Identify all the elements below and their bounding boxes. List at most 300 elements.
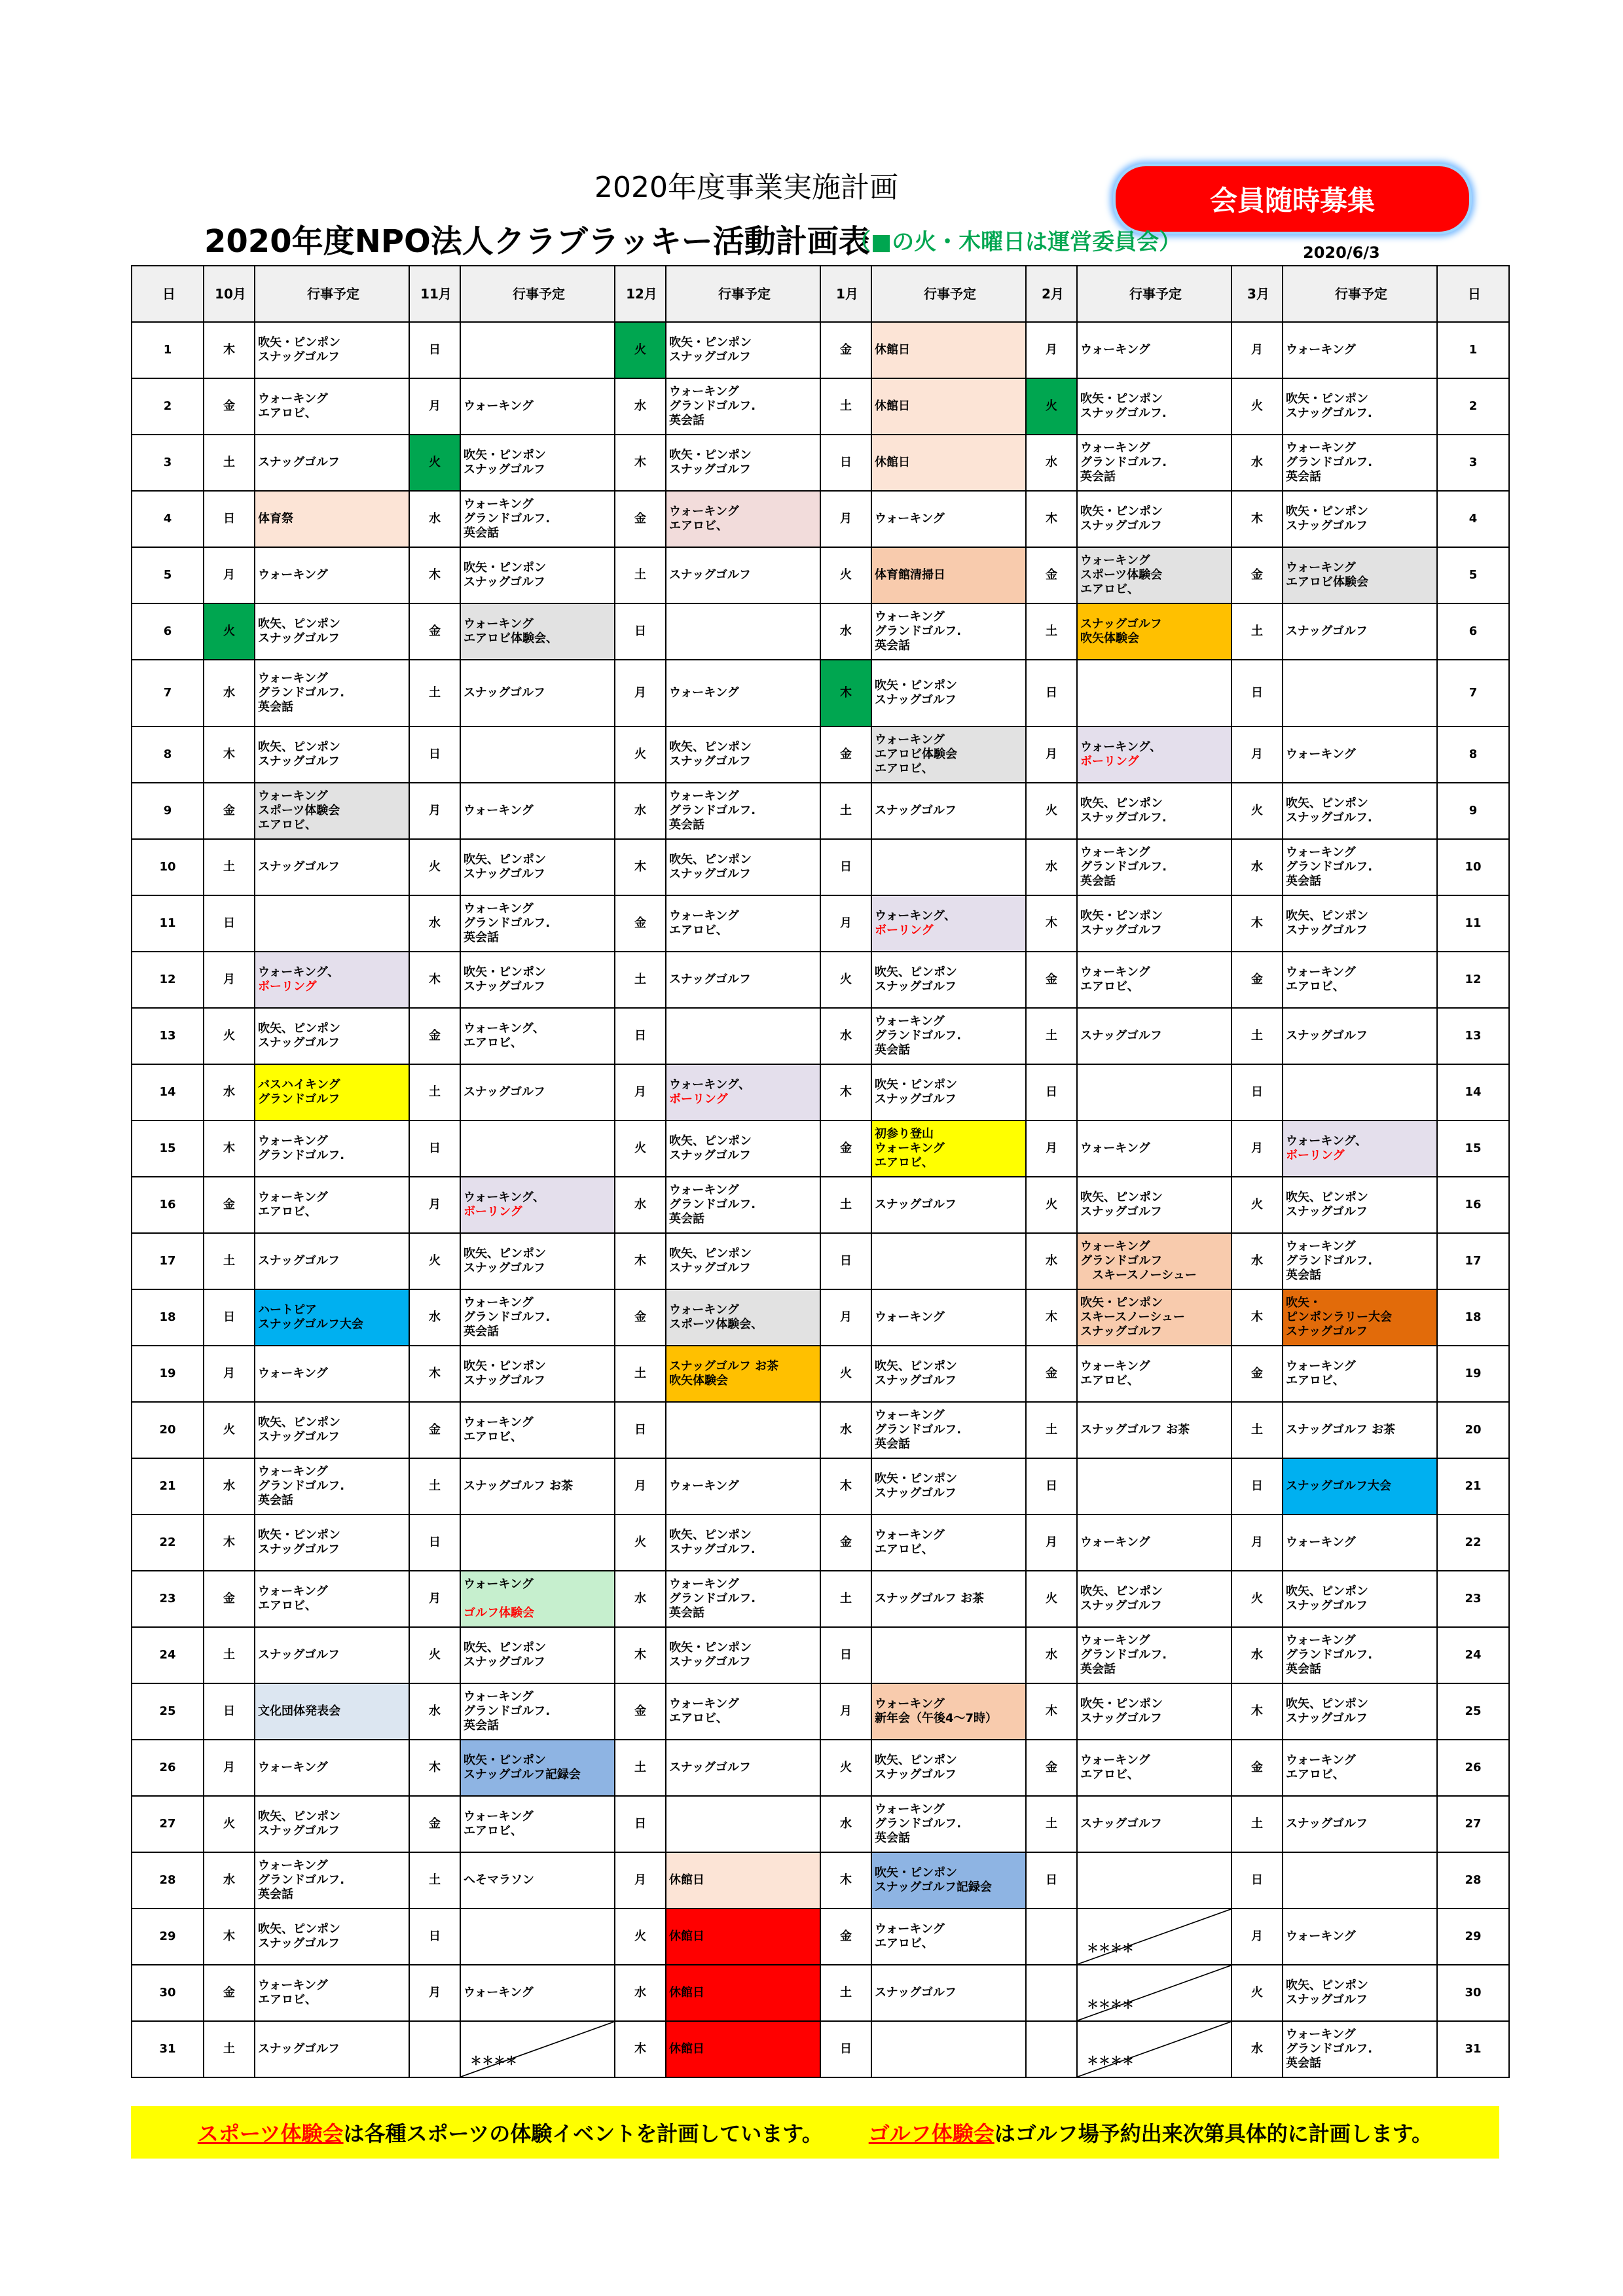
weekday-cell: 土 — [409, 1852, 460, 1909]
event-cell: ウォーキング エアロビ、 — [871, 1515, 1026, 1571]
event-cell: ウォーキング — [255, 547, 409, 603]
day-number: 9 — [1437, 783, 1509, 839]
weekday-cell: 水 — [615, 1177, 666, 1233]
event-cell: 吹矢・ピンポン スナッグゴルフ — [460, 435, 615, 491]
event-cell: 吹矢、ピンポン スナッグゴルフ — [871, 1346, 1026, 1402]
weekday-cell: 日 — [409, 1515, 460, 1571]
event-cell: スナッグゴルフ — [666, 952, 820, 1008]
weekday-cell: 水 — [615, 1965, 666, 2021]
weekday-cell: 金 — [409, 603, 460, 660]
issue-date: 2020/6/3 — [1303, 243, 1380, 262]
day-number: 28 — [1437, 1852, 1509, 1909]
event-cell: ウォーキング グランドゴルフ. 英会話 — [255, 1458, 409, 1515]
page-title: 2020年度事業実施計画 — [594, 171, 898, 204]
weekday-cell: 木 — [615, 839, 666, 895]
event-cell: ウォーキング — [871, 491, 1026, 547]
day-number: 15 — [1437, 1121, 1509, 1177]
event-cell: 吹矢、ピンポン スナッグゴルフ — [1077, 1571, 1231, 1627]
weekday-cell: 月 — [409, 1177, 460, 1233]
table-row — [132, 2021, 1509, 2077]
event-cell: スナッグゴルフ — [255, 839, 409, 895]
event-cell: ウォーキング グランドゴルフ. 英会話 — [460, 1683, 615, 1740]
table-row — [132, 1515, 1509, 1571]
table-row — [132, 1177, 1509, 1233]
event-cell — [666, 1008, 820, 1064]
weekday-cell: 金 — [1026, 547, 1077, 603]
weekday-cell: 木 — [409, 1346, 460, 1402]
event-cell: 吹矢・ピンポン スナッグゴルフ — [255, 322, 409, 378]
table-row — [132, 1796, 1509, 1852]
event-cell: 吹矢・ピンポン スナッグゴルフ — [1077, 491, 1231, 547]
weekday-cell: 火 — [615, 322, 666, 378]
weekday-cell: 月 — [820, 1289, 871, 1346]
event-cell: 吹矢、ピンポン スナッグゴルフ — [460, 1233, 615, 1289]
weekday-cell: 日 — [204, 491, 255, 547]
event-cell: ウォーキング — [1077, 1515, 1231, 1571]
weekday-cell: 日 — [820, 2021, 871, 2077]
event-line: ウォーキング、 — [1286, 1134, 1368, 1148]
event-cell — [460, 322, 615, 378]
event-cell — [1077, 1965, 1231, 2021]
day-number: 19 — [132, 1346, 204, 1402]
table-row — [132, 783, 1509, 839]
weekday-cell: 火 — [1026, 1177, 1077, 1233]
weekday-cell: 金 — [1231, 1740, 1283, 1796]
weekday-cell: 日 — [820, 839, 871, 895]
event-cell: 吹矢・ピンポン スナッグゴルフ — [1283, 491, 1437, 547]
weekday-cell: 水 — [409, 491, 460, 547]
weekday-cell: 水 — [409, 1683, 460, 1740]
weekday-cell: 月 — [1231, 1909, 1283, 1965]
day-number: 23 — [132, 1571, 204, 1627]
table-row — [132, 435, 1509, 491]
weekday-cell: 土 — [1231, 1402, 1283, 1458]
weekday-cell: 土 — [1231, 1796, 1283, 1852]
weekday-cell: 金 — [615, 1289, 666, 1346]
event-cell: ウォーキング グランドゴルフ. 英会話 — [1077, 1627, 1231, 1683]
event-cell: 休館日 — [666, 2021, 820, 2077]
event-cell: 吹矢・ピンポン スナッグゴルフ — [460, 1346, 615, 1402]
weekday-cell: 火 — [820, 547, 871, 603]
weekday-cell: 木 — [1231, 491, 1283, 547]
event-line: ウォーキング、 — [258, 965, 340, 979]
event-cell: 吹矢・ピンポン スナッグゴルフ記録会 — [460, 1740, 615, 1796]
day-number: 27 — [1437, 1796, 1509, 1852]
weekday-cell: 土 — [615, 1740, 666, 1796]
na-mark: ＊＊＊＊ — [1087, 1998, 1134, 2012]
weekday-cell: 火 — [615, 1515, 666, 1571]
event-cell: ウォーキング — [460, 1965, 615, 2021]
table-row — [132, 952, 1509, 1008]
event-cell: スナッグゴルフ お茶 — [871, 1571, 1026, 1627]
event-cell: 吹矢・ピンポン スナッグゴルフ — [871, 1064, 1026, 1121]
day-number: 14 — [132, 1064, 204, 1121]
event-cell: ウォーキング グランドゴルフ. 英会話 — [460, 895, 615, 952]
event-cell: 吹矢、ピンポン スナッグゴルフ — [255, 1796, 409, 1852]
weekday-cell: 木 — [1026, 1289, 1077, 1346]
event-cell: ウォーキング エアロビ、 — [1283, 1740, 1437, 1796]
event-cell: 休館日 — [871, 322, 1026, 378]
weekday-cell: 月 — [409, 1571, 460, 1627]
weekday-cell: 水 — [1026, 1627, 1077, 1683]
weekday-cell: 土 — [204, 839, 255, 895]
weekday-cell: 月 — [204, 952, 255, 1008]
day-number: 4 — [132, 491, 204, 547]
weekday-cell: 月 — [615, 1852, 666, 1909]
weekday-cell: 木 — [615, 2021, 666, 2077]
event-cell: スナッグゴルフ大会 — [1283, 1458, 1437, 1515]
na-mark: ＊＊＊＊ — [1087, 1942, 1134, 1956]
weekday-cell: 水 — [204, 1852, 255, 1909]
day-number: 12 — [1437, 952, 1509, 1008]
event-cell: ウォーキング グランドゴルフ. 英会話 — [460, 1289, 615, 1346]
day-number: 25 — [1437, 1683, 1509, 1740]
event-cell: バスハイキング グランドゴルフ — [255, 1064, 409, 1121]
event-cell: ウォーキング グランドゴルフ. 英会話 — [1283, 1233, 1437, 1289]
day-number: 30 — [132, 1965, 204, 2021]
event-cell: ウォーキング グランドゴルフ スキースノーシュー — [1077, 1233, 1231, 1289]
event-cell — [1077, 726, 1231, 783]
event-cell — [460, 1121, 615, 1177]
weekday-cell: 月 — [1231, 322, 1283, 378]
weekday-cell: 月 — [1231, 726, 1283, 783]
event-cell — [460, 1909, 615, 1965]
weekday-cell: 金 — [409, 1008, 460, 1064]
event-cell: 吹矢、ピンポン スナッグゴルフ — [460, 1627, 615, 1683]
event-cell: ウォーキング エアロビ、 — [255, 378, 409, 435]
day-number: 21 — [1437, 1458, 1509, 1515]
weekday-cell: 金 — [1026, 1740, 1077, 1796]
weekday-cell: 金 — [615, 895, 666, 952]
weekday-cell: 月 — [1026, 322, 1077, 378]
na-slash — [461, 2022, 614, 2077]
event-cell: スナッグゴルフ お茶 — [1077, 1402, 1231, 1458]
event-cell: ウォーキング スポーツ体験会、 — [666, 1289, 820, 1346]
day-number: 21 — [132, 1458, 204, 1515]
weekday-cell: 土 — [820, 1177, 871, 1233]
weekday-cell: 水 — [204, 1064, 255, 1121]
event-cell: 吹矢・ピンポン スナッグゴルフ — [666, 1627, 820, 1683]
event-cell: スナッグゴルフ — [460, 1064, 615, 1121]
weekday-cell: 火 — [409, 1233, 460, 1289]
event-cell: スナッグゴルフ — [1283, 603, 1437, 660]
day-number: 9 — [132, 783, 204, 839]
recruit-badge: 会員随時募集 — [1113, 164, 1472, 234]
event-cell: 吹矢・ピンポン スナッグゴルフ — [871, 660, 1026, 726]
event-cell: 吹矢・ピンポン スナッグゴルフ — [666, 435, 820, 491]
day-number: 24 — [1437, 1627, 1509, 1683]
event-cell: ウォーキング グランドゴルフ. — [255, 1121, 409, 1177]
day-header: 日 — [132, 266, 204, 322]
event-cell: ウォーキング エアロビ、 — [871, 1909, 1026, 1965]
weekday-cell: 土 — [1026, 603, 1077, 660]
weekday-cell: 水 — [820, 1402, 871, 1458]
weekday-cell: 日 — [409, 726, 460, 783]
weekday-cell: 日 — [615, 1796, 666, 1852]
table-row — [132, 660, 1509, 726]
event-cell: 吹矢、ピンポン スナッグゴルフ. — [1283, 783, 1437, 839]
weekday-cell: 金 — [409, 1796, 460, 1852]
event-cell: 吹矢、ピンポン スナッグゴルフ. — [666, 1515, 820, 1571]
weekday-cell: 火 — [204, 1402, 255, 1458]
weekday-cell: 金 — [820, 1515, 871, 1571]
event-cell: 吹矢、ピンポン スナッグゴルフ — [255, 726, 409, 783]
event-cell — [871, 2021, 1026, 2077]
weekday-cell: 火 — [820, 1346, 871, 1402]
table-row — [132, 1289, 1509, 1346]
footer-note — [131, 2106, 1499, 2159]
event-cell: 吹矢・ピンポン スナッグゴルフ — [460, 952, 615, 1008]
weekday-cell: 土 — [615, 547, 666, 603]
table-row — [132, 839, 1509, 895]
weekday-cell: 金 — [615, 491, 666, 547]
event-cell: 吹矢・ピンポン スナッグゴルフ — [1077, 1683, 1231, 1740]
weekday-cell: 日 — [1026, 660, 1077, 726]
event-cell: ウォーキング グランドゴルフ. 英会話 — [255, 1852, 409, 1909]
event-cell: ウォーキング — [460, 783, 615, 839]
event-line-highlight: ボーリング — [258, 980, 317, 994]
weekday-cell: 土 — [820, 783, 871, 839]
weekday-cell: 木 — [1026, 895, 1077, 952]
event-cell — [460, 2021, 615, 2077]
weekday-cell: 木 — [409, 952, 460, 1008]
weekday-cell: 火 — [204, 1796, 255, 1852]
event-cell: 吹矢・ピンポン スナッグゴルフ — [871, 1458, 1026, 1515]
weekday-cell: 木 — [615, 435, 666, 491]
event-cell: ウォーキング — [1283, 322, 1437, 378]
event-cell: ウォーキング エアロビ、 — [255, 1571, 409, 1627]
table-row — [132, 1233, 1509, 1289]
weekday-cell: 月 — [1231, 1515, 1283, 1571]
event-cell: ウォーキング — [871, 1289, 1026, 1346]
day-number: 20 — [132, 1402, 204, 1458]
event-cell: スナッグゴルフ — [871, 1965, 1026, 2021]
event-cell: ウォーキング — [1077, 322, 1231, 378]
event-cell: ウォーキング エアロビ体験会、 — [460, 603, 615, 660]
event-cell: ウォーキング エアロビ、 — [460, 1402, 615, 1458]
day-number: 2 — [1437, 378, 1509, 435]
event-cell: ウォーキング — [1077, 1121, 1231, 1177]
day-number: 11 — [1437, 895, 1509, 952]
event-cell: 吹矢・ピンポン スナッグゴルフ — [1077, 895, 1231, 952]
table-row — [132, 1571, 1509, 1627]
weekday-cell: 木 — [204, 322, 255, 378]
event-cell: ウォーキング エアロビ、 — [460, 1796, 615, 1852]
weekday-cell: 水 — [1026, 1233, 1077, 1289]
weekday-cell: 水 — [204, 1458, 255, 1515]
na-mark: ＊＊＊＊ — [470, 2054, 517, 2068]
weekday-cell: 土 — [409, 1458, 460, 1515]
weekday-cell: 土 — [409, 1064, 460, 1121]
weekday-cell — [1026, 2021, 1077, 2077]
event-cell: 吹矢・ピンポン スナッグゴルフ — [460, 547, 615, 603]
event-cell: 休館日 — [871, 378, 1026, 435]
event-cell: ウォーキング グランドゴルフ. 英会話 — [460, 491, 615, 547]
event-cell: 吹矢、ピンポン スナッグゴルフ — [1077, 1177, 1231, 1233]
na-slash — [1078, 1965, 1231, 2020]
day-number: 1 — [132, 322, 204, 378]
event-cell: ウォーキング グランドゴルフ. 英会話 — [666, 1177, 820, 1233]
event-cell — [871, 839, 1026, 895]
event-cell — [255, 895, 409, 952]
event-cell: ウォーキング グランドゴルフ. 英会話 — [1283, 2021, 1437, 2077]
event-line-highlight: ボーリング — [875, 924, 934, 937]
event-cell: 吹矢、ピンポン スナッグゴルフ — [1283, 1177, 1437, 1233]
weekday-cell: 土 — [1231, 603, 1283, 660]
month-header: 10月 — [204, 266, 255, 322]
month-header: 3月 — [1231, 266, 1283, 322]
weekday-cell: 木 — [409, 1740, 460, 1796]
event-cell: 吹矢、ピンポン スナッグゴルフ — [1283, 1683, 1437, 1740]
weekday-cell: 火 — [1231, 1571, 1283, 1627]
weekday-cell: 火 — [820, 1740, 871, 1796]
day-number: 29 — [132, 1909, 204, 1965]
day-number: 29 — [1437, 1909, 1509, 1965]
event-line: ウォーキング、 — [875, 909, 957, 923]
day-number: 26 — [132, 1740, 204, 1796]
event-cell: ウォーキング グランドゴルフ. 英会話 — [1077, 435, 1231, 491]
event-line-highlight: ボーリング — [1080, 755, 1139, 768]
event-cell: 吹矢・ピンポン スナッグゴルフ — [255, 1515, 409, 1571]
weekday-cell: 日 — [409, 1121, 460, 1177]
event-cell: ハートピア スナッグゴルフ大会 — [255, 1289, 409, 1346]
weekday-cell: 金 — [820, 726, 871, 783]
event-cell — [1283, 1852, 1437, 1909]
footer-sports-label: スポーツ体験会 — [197, 2121, 344, 2146]
event-cell: ウォーキング — [255, 1346, 409, 1402]
day-number: 13 — [132, 1008, 204, 1064]
weekday-cell: 月 — [409, 783, 460, 839]
weekday-cell: 金 — [204, 1571, 255, 1627]
event-cell: ウォーキング グランドゴルフ. 英会話 — [871, 603, 1026, 660]
event-cell: ウォーキング — [1283, 726, 1437, 783]
event-cell: ウォーキング スポーツ体験会 エアロビ、 — [255, 783, 409, 839]
weekday-cell: 金 — [820, 1121, 871, 1177]
event-cell: ウォーキング グランドゴルフ. 英会話 — [871, 1402, 1026, 1458]
event-cell: 吹矢、ピンポン スナッグゴルフ — [666, 726, 820, 783]
event-cell: スナッグゴルフ — [1283, 1796, 1437, 1852]
day-header: 日 — [1437, 266, 1509, 322]
weekday-cell: 日 — [1026, 1458, 1077, 1515]
event-cell — [1283, 1121, 1437, 1177]
weekday-cell: 火 — [1026, 378, 1077, 435]
weekday-cell: 月 — [1026, 1515, 1077, 1571]
month-header: 2月 — [1026, 266, 1077, 322]
event-cell: 休館日 — [871, 435, 1026, 491]
weekday-cell: 月 — [204, 1740, 255, 1796]
table-row — [132, 1346, 1509, 1402]
weekday-cell — [409, 2021, 460, 2077]
weekday-cell: 土 — [1231, 1008, 1283, 1064]
day-number: 18 — [1437, 1289, 1509, 1346]
event-cell: スナッグゴルフ — [1077, 1796, 1231, 1852]
weekday-cell: 日 — [1231, 660, 1283, 726]
weekday-cell: 月 — [409, 1965, 460, 2021]
table-row — [132, 1852, 1509, 1909]
event-cell: 休館日 — [666, 1852, 820, 1909]
weekday-cell: 火 — [409, 839, 460, 895]
event-header: 行事予定 — [1283, 266, 1437, 322]
event-cell — [666, 1064, 820, 1121]
event-header: 行事予定 — [460, 266, 615, 322]
event-cell: ウォーキング エアロビ、 — [1077, 952, 1231, 1008]
table-row — [132, 1458, 1509, 1515]
weekday-cell: 土 — [820, 378, 871, 435]
event-cell: 休館日 — [666, 1965, 820, 2021]
event-cell: スナッグゴルフ — [1077, 1008, 1231, 1064]
weekday-cell — [1026, 1965, 1077, 2021]
event-cell: ウォーキング、 エアロビ、 — [460, 1008, 615, 1064]
weekday-cell: 火 — [204, 603, 255, 660]
day-number: 19 — [1437, 1346, 1509, 1402]
event-cell: ウォーキング グランドゴルフ. 英会話 — [666, 1571, 820, 1627]
event-cell: スナッグゴルフ お茶 — [1283, 1402, 1437, 1458]
event-cell: ウォーキング グランドゴルフ. 英会話 — [255, 660, 409, 726]
day-number: 13 — [1437, 1008, 1509, 1064]
weekday-cell: 日 — [615, 1402, 666, 1458]
day-number: 17 — [132, 1233, 204, 1289]
weekday-cell: 日 — [615, 603, 666, 660]
weekday-cell: 土 — [409, 660, 460, 726]
event-cell: ウォーキング グランドゴルフ. 英会話 — [1283, 839, 1437, 895]
event-cell — [666, 1402, 820, 1458]
weekday-cell: 月 — [204, 1346, 255, 1402]
footer-sports-text: は各種スポーツの体験イベントを計画しています。 — [343, 2121, 823, 2146]
day-number: 15 — [132, 1121, 204, 1177]
table-row — [132, 1008, 1509, 1064]
weekday-cell: 土 — [615, 952, 666, 1008]
weekday-cell: 金 — [1026, 952, 1077, 1008]
weekday-cell: 日 — [204, 1289, 255, 1346]
event-cell — [666, 1796, 820, 1852]
weekday-cell: 木 — [1026, 491, 1077, 547]
event-cell: 体育館清掃日 — [871, 547, 1026, 603]
weekday-cell: 火 — [409, 1627, 460, 1683]
weekday-cell: 月 — [1026, 1121, 1077, 1177]
event-cell: スナッグゴルフ — [255, 1233, 409, 1289]
day-number: 26 — [1437, 1740, 1509, 1796]
weekday-cell: 日 — [409, 1909, 460, 1965]
day-number: 5 — [1437, 547, 1509, 603]
weekday-cell: 木 — [615, 1233, 666, 1289]
event-cell — [1077, 1852, 1231, 1909]
day-number: 17 — [1437, 1233, 1509, 1289]
event-cell: 吹矢、ピンポン スナッグゴルフ — [1283, 895, 1437, 952]
event-cell: ウォーキング エアロビ、 — [255, 1965, 409, 2021]
table-row — [132, 895, 1509, 952]
weekday-cell: 金 — [204, 1965, 255, 2021]
weekday-cell: 金 — [820, 1909, 871, 1965]
event-cell: ウォーキング — [1283, 1515, 1437, 1571]
weekday-cell: 日 — [1231, 1458, 1283, 1515]
table-row — [132, 1627, 1509, 1683]
weekday-cell: 水 — [615, 378, 666, 435]
event-cell: ウォーキング グランドゴルフ. 英会話 — [871, 1796, 1026, 1852]
weekday-cell: 火 — [1026, 1571, 1077, 1627]
weekday-cell: 木 — [1231, 1683, 1283, 1740]
table-row — [132, 1121, 1509, 1177]
weekday-cell: 日 — [820, 1627, 871, 1683]
event-cell: スナッグゴルフ 吹矢体験会 — [1077, 603, 1231, 660]
event-cell: ウォーキング 新年会（午後4～7時） — [871, 1683, 1026, 1740]
event-cell — [871, 1627, 1026, 1683]
event-line: ウォーキング、 — [669, 1078, 751, 1092]
weekday-cell: 水 — [820, 1008, 871, 1064]
table-row — [132, 1683, 1509, 1740]
weekday-cell: 土 — [204, 2021, 255, 2077]
na-mark: ＊＊＊＊ — [1087, 2054, 1134, 2068]
day-number: 7 — [132, 660, 204, 726]
